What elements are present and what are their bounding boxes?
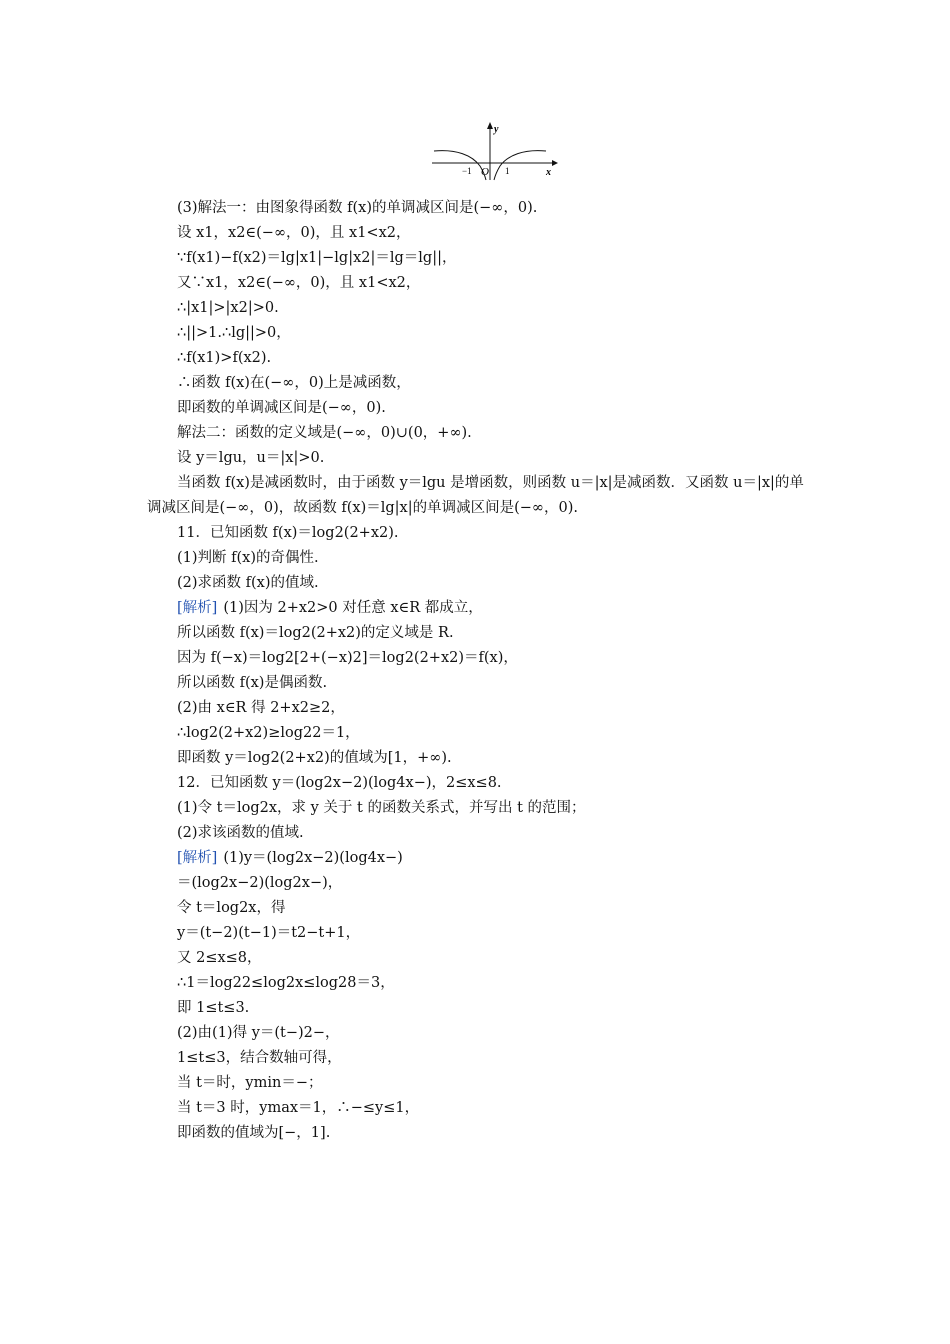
text-span: (1)y＝(log2x−2)(log4x−) (223, 850, 403, 866)
text-line: (2)求该函数的值域. (177, 825, 304, 841)
text-line: 即 1≤t≤3. (177, 1000, 250, 1016)
right-branch-curve (494, 151, 546, 180)
text-line: 当 t＝3 时，ymax＝1，∴−≤y≤1， (177, 1100, 420, 1116)
text-line: 设 y＝lgu，u＝|x|>0. (177, 450, 325, 466)
y-axis-arrow (487, 122, 493, 129)
log-abs-graph (428, 118, 558, 184)
text-line: 又 2≤x≤8， (177, 950, 262, 966)
text-line: 解法二：函数的定义域是(−∞，0)∪(0，+∞). (177, 425, 472, 441)
text-line: 即函数 y＝log2(2+x2)的值域为[1，+∞). (177, 750, 452, 766)
text-line: 即函数的单调减区间是(−∞，0). (177, 400, 386, 416)
text-line: 又∵x1，x2∈(−∞，0)，且 x1<x2， (177, 275, 421, 291)
text-line: ∴f(x1)>f(x2). (177, 350, 272, 366)
text-line: (3)解法一：由图象得函数 f(x)的单调减区间是(−∞，0). (177, 200, 538, 216)
analysis-tag: [解析] (177, 850, 218, 866)
text-line: 令 t＝log2x，得 (177, 900, 286, 916)
text-line: (1)令 t＝log2x，求 y 关于 t 的函数关系式，并写出 t 的范围； (177, 800, 586, 816)
text-line: ∴1＝log22≤log2x≤log28＝3， (177, 975, 395, 991)
text-line: y＝(t−2)(t−1)＝t2−t+1， (177, 925, 361, 941)
text-line: (2)由 x∈R 得 2+x2≥2， (177, 700, 345, 716)
text-line: 即函数的值域为[−，1]. (177, 1125, 331, 1141)
text-line: ∴||>1.∴lg||>0， (177, 325, 291, 341)
text-paragraph: 当函数 f(x)是减函数时，由于函数 y＝lgu 是增函数，则函数 u＝|x|是减函数．又函数 u＝|x|的单调减区间是(−∞，0)，故函数 f(x)＝lg|x|的单调减区间是(−∞，0). (147, 475, 804, 516)
text-line: 当 t＝时，ymin＝−； (177, 1075, 323, 1091)
text-line: ∴log2(2+x2)≥log22＝1， (177, 725, 360, 741)
text-span: (1)因为 2+x2>0 对任意 x∈R 都成立， (223, 600, 483, 616)
text-line: ∵f(x1)−f(x2)＝lg|x1|−lg|x2|＝lg＝lg||， (177, 250, 457, 266)
x-axis-label: x (546, 167, 551, 178)
question-12: 12．已知函数 y＝(log2x−2)(log4x−)，2≤x≤8. (177, 775, 502, 791)
text-line: ＝(log2x−2)(log2x−)， (177, 875, 343, 891)
text-line (147, 596, 811, 621)
text-line (147, 846, 811, 871)
text-line: 所以函数 f(x)＝log2(2+x2)的定义域是 R. (177, 625, 454, 641)
text-line: 1≤t≤3，结合数轴可得， (177, 1050, 342, 1066)
left-branch-curve (434, 151, 486, 180)
neg-one-tick-label: −1 (462, 166, 472, 176)
text-line: 因为 f(−x)＝log2[2+(−x)2]＝log2(2+x2)＝f(x)， (177, 650, 518, 666)
x-axis-arrow (552, 160, 558, 166)
text-line: ∴|x1|>|x2|>0. (177, 300, 279, 316)
y-axis-label: y (494, 124, 499, 135)
text-line: (2)求函数 f(x)的值域. (177, 575, 319, 591)
text-line: (2)由(1)得 y＝(t−)2−， (177, 1025, 340, 1041)
text-line: 所以函数 f(x)是偶函数. (177, 675, 328, 691)
text-line: 设 x1，x2∈(−∞，0)，且 x1<x2， (177, 225, 411, 241)
text-line: (1)判断 f(x)的奇偶性. (177, 550, 319, 566)
analysis-tag: [解析] (177, 600, 218, 616)
question-11: 11．已知函数 f(x)＝log2(2+x2). (177, 525, 399, 541)
origin-label: O (481, 166, 489, 178)
solution-text (147, 196, 811, 1146)
one-tick-label: 1 (505, 166, 510, 176)
text-line: ∴函数 f(x)在(−∞，0)上是减函数， (177, 375, 411, 391)
